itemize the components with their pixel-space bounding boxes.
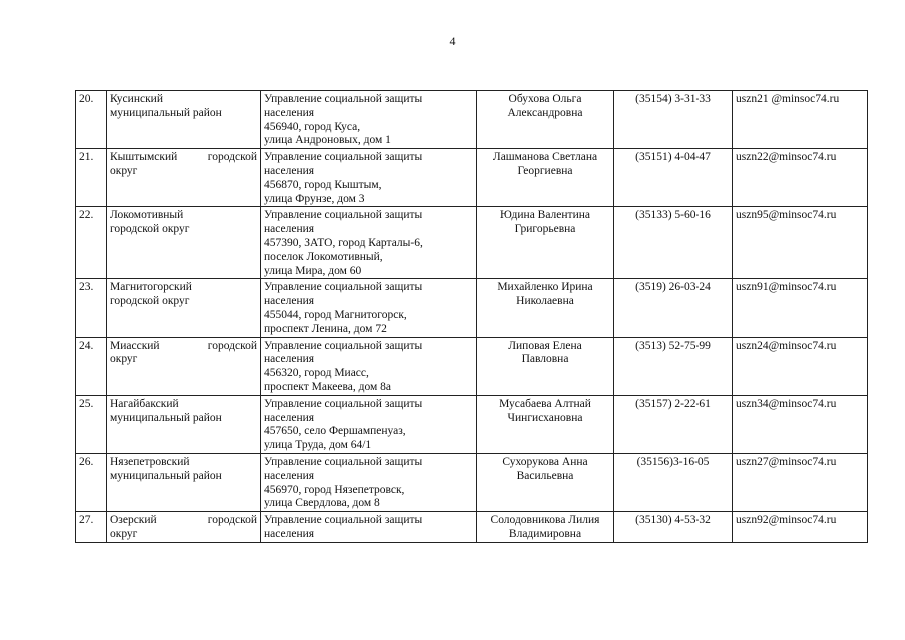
email-cell: uszn21 @minsoc74.ru	[733, 91, 868, 149]
row-number-cell: 21.	[76, 149, 107, 207]
district-word: городской	[207, 339, 257, 352]
district-word: Миасский	[110, 339, 160, 352]
email-cell: uszn91@minsoc74.ru	[733, 279, 868, 337]
table-row	[76, 91, 868, 149]
district-cell	[107, 91, 261, 149]
head-name-cell	[477, 279, 614, 337]
head-name-line: Александровна	[507, 106, 583, 119]
organization-cell	[261, 453, 477, 511]
district-cell	[107, 279, 261, 337]
head-name-cell	[477, 395, 614, 453]
phone-cell: (35130) 4-53-32	[614, 512, 733, 543]
district-line: округ	[110, 353, 138, 366]
head-name-line: Липовая Елена	[508, 339, 582, 352]
district-line	[110, 514, 257, 528]
organization-line: населения	[264, 527, 315, 540]
organization-line: населения	[264, 411, 315, 424]
head-name-line: Васильевна	[516, 469, 574, 482]
district-cell	[107, 337, 261, 395]
table-row	[76, 207, 868, 279]
organization-line: проспект Ленина, дом 72	[264, 322, 387, 335]
organization-line: населения	[264, 295, 315, 308]
district-line	[110, 340, 257, 354]
district-cell	[107, 512, 261, 543]
phone-cell: (35151) 4-04-47	[614, 149, 733, 207]
organization-line: 457650, село Фершампенуаз,	[264, 425, 406, 438]
row-number-cell: 25.	[76, 395, 107, 453]
district-line: Кусинский	[110, 93, 163, 105]
email-cell: uszn92@minsoc74.ru	[733, 512, 868, 543]
head-name-cell	[477, 149, 614, 207]
table-row	[76, 395, 868, 453]
table-row	[76, 512, 868, 543]
head-name-line: Обухова Ольга	[508, 93, 582, 105]
organization-line: Управление социальной защиты	[264, 514, 423, 527]
organization-line: Управление социальной защиты	[264, 209, 423, 222]
district-cell	[107, 207, 261, 279]
row-number-cell: 23.	[76, 279, 107, 337]
district-line: округ	[110, 164, 138, 177]
table-row	[76, 337, 868, 395]
organization-cell	[261, 395, 477, 453]
organization-line: Управление социальной защиты	[264, 151, 423, 164]
head-name-cell	[477, 337, 614, 395]
district-word: городской	[207, 514, 257, 527]
district-cell	[107, 453, 261, 511]
head-name-cell	[477, 207, 614, 279]
head-name-line: Павловна	[521, 353, 569, 366]
district-cell	[107, 149, 261, 207]
organization-cell	[261, 207, 477, 279]
organization-cell	[261, 91, 477, 149]
email-cell: uszn95@minsoc74.ru	[733, 207, 868, 279]
head-name-cell	[477, 512, 614, 543]
phone-cell: (35133) 5-60-16	[614, 207, 733, 279]
district-word: городской	[207, 151, 257, 164]
organization-cell	[261, 149, 477, 207]
row-number-cell: 20.	[76, 91, 107, 149]
organization-cell	[261, 512, 477, 543]
organization-line: населения	[264, 223, 315, 236]
phone-cell: (35154) 3-31-33	[614, 91, 733, 149]
district-line: округ	[110, 527, 138, 540]
head-name-line: Юдина Валентина	[500, 209, 590, 222]
organization-line: населения	[264, 106, 315, 119]
email-cell: uszn22@minsoc74.ru	[733, 149, 868, 207]
contacts-table	[75, 90, 868, 543]
head-name-line: Владимировна	[508, 527, 582, 540]
district-line: муниципальный район	[110, 411, 222, 424]
head-name-line: Георгиевна	[517, 164, 573, 177]
head-name-line: Сухорукова Анна	[502, 455, 588, 468]
table-row	[76, 453, 868, 511]
head-name-cell	[477, 453, 614, 511]
district-line: городской округ	[110, 295, 190, 308]
organization-line: Управление социальной защиты	[264, 397, 423, 410]
organization-cell	[261, 337, 477, 395]
organization-line: населения	[264, 164, 315, 177]
organization-line: 456870, город Кыштым,	[264, 178, 382, 191]
organization-line: населения	[264, 469, 315, 482]
row-number-cell: 27.	[76, 512, 107, 543]
phone-cell: (3513) 52-75-99	[614, 337, 733, 395]
head-name-line: Мусабаева Алтнай	[499, 397, 591, 410]
organization-line: улица Свердлова, дом 8	[264, 497, 380, 510]
table-row	[76, 149, 868, 207]
organization-line: улица Андроновых, дом 1	[264, 134, 391, 147]
email-cell: uszn24@minsoc74.ru	[733, 337, 868, 395]
contacts-table-body	[76, 91, 868, 543]
organization-line: 455044, город Магнитогорск,	[264, 308, 407, 321]
organization-line: Управление социальной защиты	[264, 93, 423, 105]
district-cell	[107, 395, 261, 453]
organization-line: Управление социальной защиты	[264, 339, 423, 352]
organization-line: улица Фрунзе, дом 3	[264, 192, 365, 205]
organization-line: 456970, город Нязепетровск,	[264, 483, 405, 496]
head-name-line: Михайленко Ирина	[497, 281, 593, 294]
head-name-cell	[477, 91, 614, 149]
phone-cell: (3519) 26-03-24	[614, 279, 733, 337]
organization-line: проспект Макеева, дом 8а	[264, 380, 391, 393]
phone-cell: (35157) 2-22-61	[614, 395, 733, 453]
district-line	[110, 151, 257, 165]
row-number-cell: 26.	[76, 453, 107, 511]
phone-cell: (35156)3-16-05	[614, 453, 733, 511]
district-line: Нагайбакский	[110, 397, 179, 410]
district-line: Локомотивный	[110, 209, 184, 222]
organization-line: населения	[264, 353, 315, 366]
district-line: городской округ	[110, 223, 190, 236]
organization-line: 456320, город Миасс,	[264, 367, 369, 380]
page-number: 4	[449, 34, 456, 48]
district-line: муниципальный район	[110, 106, 222, 119]
head-name-line: Чингисхановна	[507, 411, 583, 424]
organization-line: Управление социальной защиты	[264, 455, 423, 468]
organization-line: 457390, ЗАТО, город Карталы-6,	[264, 236, 423, 249]
organization-cell	[261, 279, 477, 337]
head-name-line: Лашманова Светлана	[492, 151, 598, 164]
email-cell: uszn34@minsoc74.ru	[733, 395, 868, 453]
district-line: муниципальный район	[110, 469, 222, 482]
head-name-line: Солодовникова Лилия	[490, 514, 600, 527]
district-word: Кыштымский	[110, 151, 178, 164]
organization-line: улица Мира, дом 60	[264, 264, 362, 277]
district-line: Нязепетровский	[110, 455, 190, 468]
table-row	[76, 279, 868, 337]
row-number-cell: 24.	[76, 337, 107, 395]
organization-line: Управление социальной защиты	[264, 281, 423, 294]
email-cell: uszn27@minsoc74.ru	[733, 453, 868, 511]
organization-line: 456940, город Куса,	[264, 120, 361, 133]
head-name-line: Григорьевна	[514, 223, 576, 236]
row-number-cell: 22.	[76, 207, 107, 279]
organization-line: поселок Локомотивный,	[264, 250, 383, 263]
district-line: Магнитогорский	[110, 281, 192, 294]
district-word: Озерский	[110, 514, 157, 527]
head-name-line: Николаевна	[516, 295, 574, 308]
organization-line: улица Труда, дом 64/1	[264, 439, 372, 452]
